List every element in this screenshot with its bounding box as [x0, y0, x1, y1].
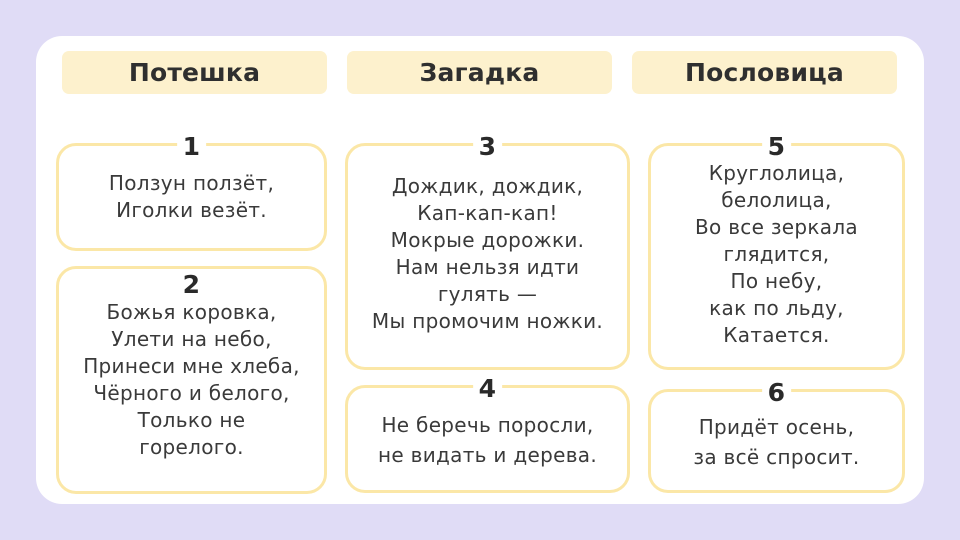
card-2-line: Улети на небо,: [111, 327, 272, 351]
card-3-line: Мы промочим ножки.: [371, 309, 604, 333]
card-5-line: Во все зеркала: [695, 215, 858, 239]
card-5-line: По небу,: [730, 269, 823, 293]
card-1-text: [109, 170, 274, 224]
card-4-text: [378, 410, 597, 470]
card-5-number: 5: [762, 133, 792, 161]
card-6[interactable]: [648, 378, 905, 493]
header-poslovitsa-label: Пословица: [685, 58, 844, 87]
card-1-number: 1: [177, 133, 207, 161]
card-1[interactable]: [56, 132, 327, 251]
card-5-line: Катается.: [723, 323, 830, 347]
card-5[interactable]: [648, 132, 905, 370]
card-2-line: Божья коровка,: [106, 300, 277, 324]
card-1-line: Иголки везёт.: [116, 198, 267, 222]
card-6-number: 6: [762, 379, 792, 407]
card-6-line: Придёт осень,: [698, 415, 855, 439]
card-5-line: как по льду,: [709, 296, 844, 320]
card-2-text: [83, 299, 300, 461]
card-2-line: Принеси мне хлеба,: [83, 354, 300, 378]
header-poteshka: [62, 51, 327, 94]
card-4-number: 4: [473, 375, 503, 403]
header-zagadka-label: Загадка: [419, 58, 540, 87]
card-5-text: [695, 160, 858, 349]
card-5-line: белолица,: [721, 188, 832, 212]
card-3[interactable]: [345, 132, 630, 370]
card-3-line: гулять —: [437, 282, 538, 306]
header-poslovitsa: [632, 51, 897, 94]
card-3-number: 3: [473, 133, 503, 161]
card-5-line: глядится,: [723, 242, 830, 266]
card-2[interactable]: [56, 266, 327, 494]
card-4-line: Не беречь поросли,: [381, 413, 594, 437]
card-3-line: Мокрые дорожки.: [390, 228, 585, 252]
card-2-line: Только не: [137, 408, 246, 432]
card-3-line: Дождик, дождик,: [391, 174, 584, 198]
card-4-line: не видать и дерева.: [378, 443, 597, 467]
card-2-line: горелого.: [139, 435, 244, 459]
card-3-text: [372, 173, 603, 335]
card-2-number: 2: [177, 271, 207, 299]
header-poteshka-label: Потешка: [128, 58, 261, 87]
card-5-line: Круглолица,: [708, 161, 845, 185]
card-3-line: Нам нельзя идти: [395, 255, 580, 279]
card-4[interactable]: [345, 374, 630, 493]
card-6-text: [693, 412, 859, 472]
card-3-line: Кап-кап-кап!: [417, 201, 558, 225]
card-2-line: Чёрного и белого,: [93, 381, 290, 405]
card-6-line: за всё спросит.: [693, 445, 860, 469]
header-zagadka: [347, 51, 612, 94]
main-panel: [36, 36, 924, 504]
card-1-line: Ползун ползёт,: [108, 171, 275, 195]
